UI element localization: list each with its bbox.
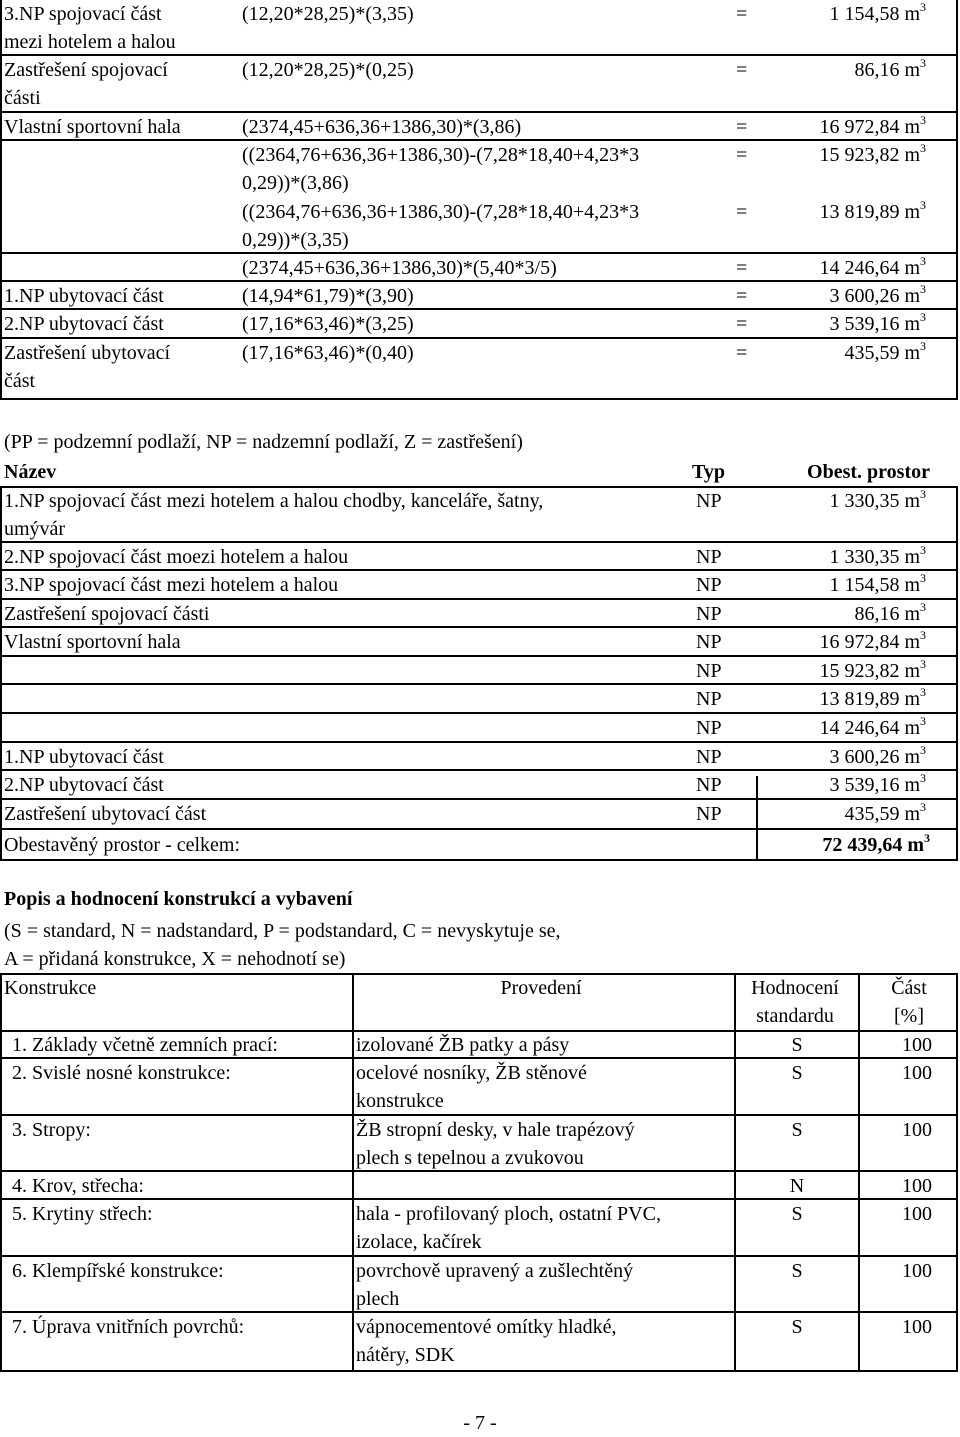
standard-rating: N bbox=[789, 1175, 805, 1197]
calc-formula: (17,16*63,46)*(0,40) bbox=[242, 342, 414, 364]
col-header-construction: Konstrukce bbox=[4, 977, 97, 999]
summary-item-name: 1.NP spojovací část mezi hotelem a halou chodby, kanceláře, šatny, bbox=[4, 490, 544, 512]
summary-volume-value: 16 972,84 $m^3$ bbox=[819, 628, 926, 653]
summary-row-border bbox=[0, 828, 958, 830]
total-label: Obestavěný prostor - celkem: bbox=[4, 834, 241, 856]
standard-rating: S bbox=[791, 1034, 803, 1056]
summary-row-border bbox=[0, 798, 958, 800]
calc-volume-value: 3 600,26 $m^3$ bbox=[829, 282, 926, 307]
calc-volume-value: 435,59 $m^3$ bbox=[844, 339, 926, 364]
construction-execution: vápnocementové omítky hladké, bbox=[356, 1316, 617, 1338]
rating-legend-line: A = přidaná konstrukce, X = nehodnotí se) bbox=[4, 948, 346, 970]
calc-formula: (2374,45+636,36+1386,30)*(5,40*3/5) bbox=[242, 257, 557, 279]
summary-row-border bbox=[0, 683, 958, 685]
calc-item-name: 2.NP ubytovací část bbox=[4, 313, 164, 335]
construction-name: 1. Základy včetně zemních prací: bbox=[12, 1034, 278, 1056]
summary-item-name: 3.NP spojovací část mezi hotelem a halou bbox=[4, 574, 339, 596]
share-percent: 100 bbox=[902, 1203, 932, 1225]
summary-row-border bbox=[0, 712, 958, 714]
calc-item-name: 1.NP ubytovací část bbox=[4, 285, 164, 307]
summary-row-border bbox=[0, 626, 958, 628]
calc-formula: (2374,45+636,36+1386,30)*(3,86) bbox=[242, 116, 522, 138]
calc-item-name: Vlastní sportovní hala bbox=[4, 116, 181, 138]
summary-item-name: umývár bbox=[4, 518, 66, 540]
summary-item-name: 2.NP spojovací část moezi hotelem a halou bbox=[4, 546, 349, 568]
construction-name: 5. Krytiny střech: bbox=[12, 1203, 153, 1225]
construction-execution: konstrukce bbox=[356, 1090, 444, 1112]
summary-type: NP bbox=[696, 746, 722, 768]
summary-volume-value: 14 246,64 $m^3$ bbox=[819, 714, 926, 739]
summary-volume-value: 1 330,35 $m^3$ bbox=[829, 487, 926, 512]
calc-volume-value: 14 246,64 $m^3$ bbox=[819, 254, 926, 279]
col-header-execution: Provedení bbox=[500, 977, 582, 999]
unit-exponent: 3 bbox=[920, 571, 926, 585]
summary-item-name: 1.NP ubytovací část bbox=[4, 746, 164, 768]
unit-exponent: 3 bbox=[920, 310, 926, 324]
summary-item-name: 2.NP ubytovací část bbox=[4, 774, 164, 796]
calc-formula: 0,29))*(3,35) bbox=[242, 229, 349, 251]
summary-item-name: Zastřešení ubytovací část bbox=[4, 803, 207, 825]
unit-exponent: 3 bbox=[920, 771, 926, 785]
calc-row-border bbox=[0, 398, 958, 400]
summary-volume-value: 15 923,82 $m^3$ bbox=[819, 657, 926, 682]
calc-volume-value: 15 923,82 $m^3$ bbox=[819, 141, 926, 166]
calc-formula: (12,20*28,25)*(0,25) bbox=[242, 59, 414, 81]
summary-volume-value: 86,16 $m^3$ bbox=[854, 600, 926, 625]
summary-volume-value: 1 154,58 $m^3$ bbox=[829, 571, 926, 596]
calc-formula: ((2364,76+636,36+1386,30)-(7,28*18,40+4,23*3 bbox=[242, 144, 640, 166]
unit-exponent: 3 bbox=[920, 487, 926, 501]
equals-sign: = bbox=[736, 257, 748, 279]
unit-exponent: 3 bbox=[920, 685, 926, 699]
summary-type: NP bbox=[696, 688, 722, 710]
equals-sign: = bbox=[736, 144, 748, 166]
unit-exponent: 3 bbox=[920, 282, 926, 296]
equals-sign: = bbox=[736, 313, 748, 335]
col-header-type: Typ bbox=[692, 461, 725, 483]
summary-type: NP bbox=[696, 774, 722, 796]
summary-type: NP bbox=[696, 717, 722, 739]
share-percent: 100 bbox=[902, 1260, 932, 1282]
col-header-share: Část bbox=[891, 977, 927, 999]
construction-name: 6. Klempířské konstrukce: bbox=[12, 1260, 224, 1282]
summary-row-border bbox=[0, 769, 958, 771]
share-percent: 100 bbox=[902, 1175, 932, 1197]
construction-name: 4. Krov, střecha: bbox=[12, 1175, 144, 1197]
summary-type: NP bbox=[696, 490, 722, 512]
equals-sign: = bbox=[736, 3, 748, 25]
calc-formula: (12,20*28,25)*(3,35) bbox=[242, 3, 414, 25]
unit-exponent: 3 bbox=[920, 628, 926, 642]
unit-exponent: 3 bbox=[920, 743, 926, 757]
construction-execution: izolace, kačírek bbox=[356, 1231, 482, 1253]
summary-row-border bbox=[0, 655, 958, 657]
unit-exponent: 3 bbox=[924, 831, 930, 845]
summary-volume-value: 3 539,16 $m^3$ bbox=[829, 771, 926, 796]
col-header-name: Název bbox=[4, 461, 57, 483]
construction-name: 3. Stropy: bbox=[12, 1119, 91, 1141]
calc-volume-value: 3 539,16 $m^3$ bbox=[829, 310, 926, 335]
summary-volume-value: 1 330,35 $m^3$ bbox=[829, 543, 926, 568]
summary-row-border bbox=[0, 859, 958, 861]
construction-execution: izolované ŽB patky a pásy bbox=[356, 1034, 570, 1056]
unit-exponent: 3 bbox=[920, 56, 926, 70]
summary-type: NP bbox=[696, 803, 722, 825]
equals-sign: = bbox=[736, 201, 748, 223]
unit-exponent: 3 bbox=[920, 543, 926, 557]
calc-volume-value: 86,16 $m^3$ bbox=[854, 56, 926, 81]
calc-item-name: Zastřešení spojovací bbox=[4, 59, 168, 81]
rating-legend-line: (S = standard, N = nadstandard, P = podstandard, C = nevyskytuje se, bbox=[4, 920, 561, 942]
calc-item-name: 3.NP spojovací část bbox=[4, 3, 162, 25]
summary-type: NP bbox=[696, 660, 722, 682]
col-header-share: [%] bbox=[894, 1005, 924, 1027]
calc-item-name: část bbox=[4, 370, 36, 392]
summary-item-name: Zastřešení spojovací části bbox=[4, 603, 210, 625]
summary-row-border bbox=[0, 741, 958, 743]
abbreviation-note: (PP = podzemní podlaží, NP = nadzemní podlaží, Z = zastřešení) bbox=[4, 431, 523, 453]
construction-name: 7. Úprava vnitřních povrchů: bbox=[12, 1316, 245, 1338]
calc-formula: ((2364,76+636,36+1386,30)-(7,28*18,40+4,23*3 bbox=[242, 201, 640, 223]
share-percent: 100 bbox=[902, 1034, 932, 1056]
summary-total-divider bbox=[756, 776, 758, 860]
equals-sign: = bbox=[736, 116, 748, 138]
calc-volume-value: 13 819,89 $m^3$ bbox=[819, 198, 926, 223]
summary-row-border bbox=[0, 569, 958, 571]
unit-exponent: 3 bbox=[920, 339, 926, 353]
unit-exponent: 3 bbox=[920, 254, 926, 268]
construction-execution: plech s tepelnou a zvukovou bbox=[356, 1147, 584, 1169]
summary-volume-value: 435,59 $m^3$ bbox=[844, 800, 926, 825]
summary-type: NP bbox=[696, 603, 722, 625]
col-header-rating: standardu bbox=[756, 1005, 834, 1027]
unit-exponent: 3 bbox=[920, 198, 926, 212]
calc-formula: (14,94*61,79)*(3,90) bbox=[242, 285, 414, 307]
standard-rating: S bbox=[791, 1119, 803, 1141]
summary-row-border bbox=[0, 541, 958, 543]
calc-item-name: mezi hotelem a halou bbox=[4, 31, 176, 53]
construction-execution: ŽB stropní desky, v hale trapézový bbox=[356, 1119, 635, 1141]
construction-execution: povrchově upravený a zušlechtěný bbox=[356, 1260, 634, 1282]
equals-sign: = bbox=[736, 342, 748, 364]
construction-execution: ocelové nosníky, ŽB stěnové bbox=[356, 1062, 587, 1084]
total-value: 72 439,64 $m^3$ bbox=[822, 831, 930, 856]
summary-item-name: Vlastní sportovní hala bbox=[4, 631, 181, 653]
construction-execution: nátěry, SDK bbox=[356, 1344, 455, 1366]
calc-volume-value: 1 154,58 $m^3$ bbox=[829, 0, 926, 25]
unit-exponent: 3 bbox=[920, 0, 926, 14]
share-percent: 100 bbox=[902, 1062, 932, 1084]
page-number: - 7 - bbox=[463, 1412, 497, 1434]
col-header-space: Obest. prostor bbox=[807, 461, 930, 483]
col-header-rating: Hodnocení bbox=[751, 977, 839, 999]
unit-exponent: 3 bbox=[920, 141, 926, 155]
summary-row-border bbox=[0, 598, 958, 600]
standard-rating: S bbox=[791, 1260, 803, 1282]
calc-volume-value: 16 972,84 $m^3$ bbox=[819, 113, 926, 138]
standard-rating: S bbox=[791, 1062, 803, 1084]
unit-exponent: 3 bbox=[920, 657, 926, 671]
summary-type: NP bbox=[696, 631, 722, 653]
calc-right-border bbox=[956, 0, 958, 400]
summary-type: NP bbox=[696, 546, 722, 568]
calc-left-border bbox=[0, 0, 2, 400]
unit-exponent: 3 bbox=[920, 113, 926, 127]
summary-type: NP bbox=[696, 574, 722, 596]
equals-sign: = bbox=[736, 59, 748, 81]
unit-exponent: 3 bbox=[920, 800, 926, 814]
standard-rating: S bbox=[791, 1316, 803, 1338]
section-heading: Popis a hodnocení konstrukcí a vybavení bbox=[4, 888, 353, 910]
construction-execution: plech bbox=[356, 1288, 400, 1310]
share-percent: 100 bbox=[902, 1119, 932, 1141]
construction-row-border bbox=[0, 1370, 958, 1372]
standard-rating: S bbox=[791, 1203, 803, 1225]
construction-name: 2. Svislé nosné konstrukce: bbox=[12, 1062, 231, 1084]
calc-formula: (17,16*63,46)*(3,25) bbox=[242, 313, 414, 335]
calc-formula: 0,29))*(3,86) bbox=[242, 172, 349, 194]
equals-sign: = bbox=[736, 285, 748, 307]
construction-execution: hala - profilovaný ploch, ostatní PVC, bbox=[356, 1203, 661, 1225]
summary-volume-value: 13 819,89 $m^3$ bbox=[819, 685, 926, 710]
unit-exponent: 3 bbox=[920, 714, 926, 728]
share-percent: 100 bbox=[902, 1316, 932, 1338]
summary-volume-value: 3 600,26 $m^3$ bbox=[829, 743, 926, 768]
unit-exponent: 3 bbox=[920, 600, 926, 614]
calc-item-name: části bbox=[4, 87, 41, 109]
calc-item-name: Zastřešení ubytovací bbox=[4, 342, 171, 364]
